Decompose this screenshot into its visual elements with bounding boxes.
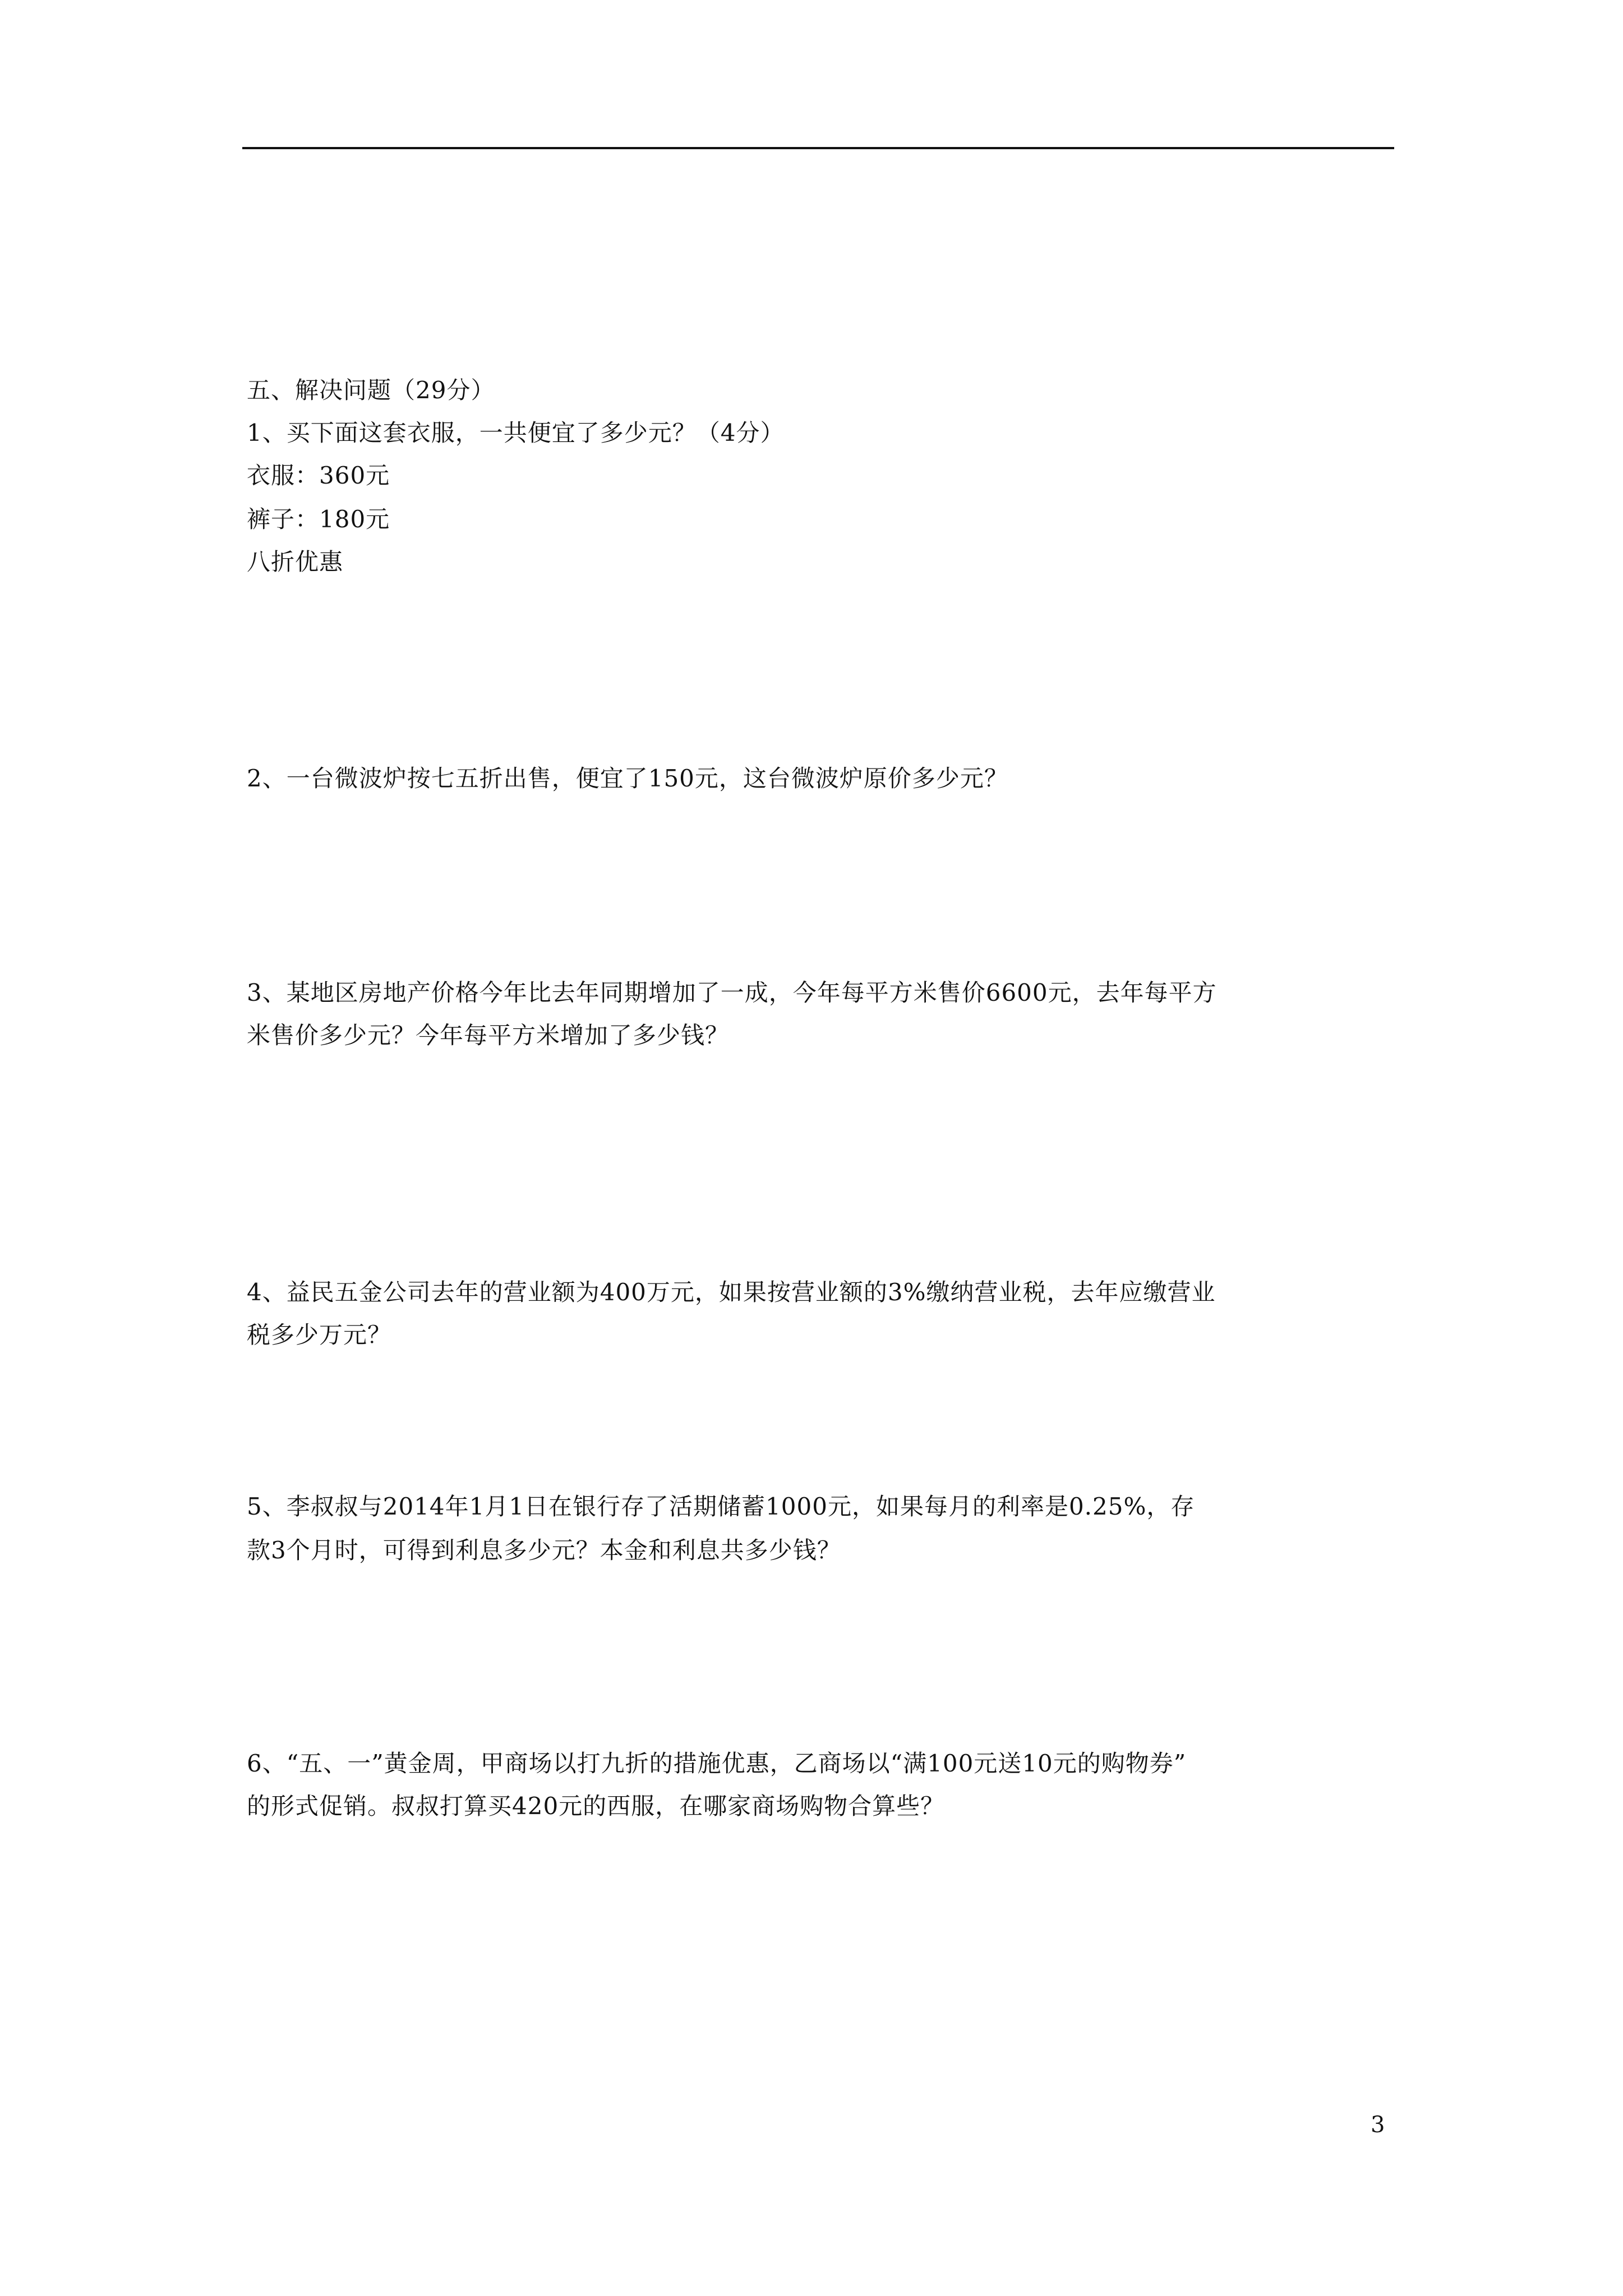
header-rule (242, 147, 1394, 149)
question-5-line-1: 5、李叔叔与2014年1月1日在银行存了活期储蓄1000元，如果每月的利率是0.25%，存 (247, 1493, 1195, 1520)
question-2-text: 2、一台微波炉按七五折出售，便宜了150元，这台微波炉原价多少元？ (247, 765, 1008, 792)
question-1-item-pants: 裤子：180元 (247, 505, 390, 533)
question-4-line-1: 4、益民五金公司去年的营业额为400万元，如果按营业额的3%缴纳营业税，去年应缴营业 (247, 1278, 1216, 1306)
section-title: 五、解决问题（29分） (247, 376, 495, 404)
question-1-text: 1、买下面这套衣服，一共便宜了多少元？（4分） (247, 419, 785, 447)
question-5-line-2: 款3个月时，可得到利息多少元？本金和利息共多少钱？ (247, 1536, 841, 1564)
question-4-line-2: 税多少万元？ (247, 1321, 392, 1349)
question-1-item-clothes: 衣服：360元 (247, 462, 390, 489)
question-1-discount-note: 八折优惠 (247, 548, 344, 576)
page-number: 3 (1371, 2112, 1385, 2138)
question-6-line-1: 6、“五、一”黄金周，甲商场以打九折的措施优惠，乙商场以“满100元送10元的购物券” (247, 1750, 1187, 1777)
question-3-line-1: 3、某地区房地产价格今年比去年同期增加了一成，今年每平方米售价6600元，去年每平方 (247, 979, 1217, 1006)
question-3-line-2: 米售价多少元？今年每平方米增加了多少钱？ (247, 1022, 730, 1049)
question-6-line-2: 的形式促销。叔叔打算买420元的西服，在哪家商场购物合算些？ (247, 1792, 945, 1820)
